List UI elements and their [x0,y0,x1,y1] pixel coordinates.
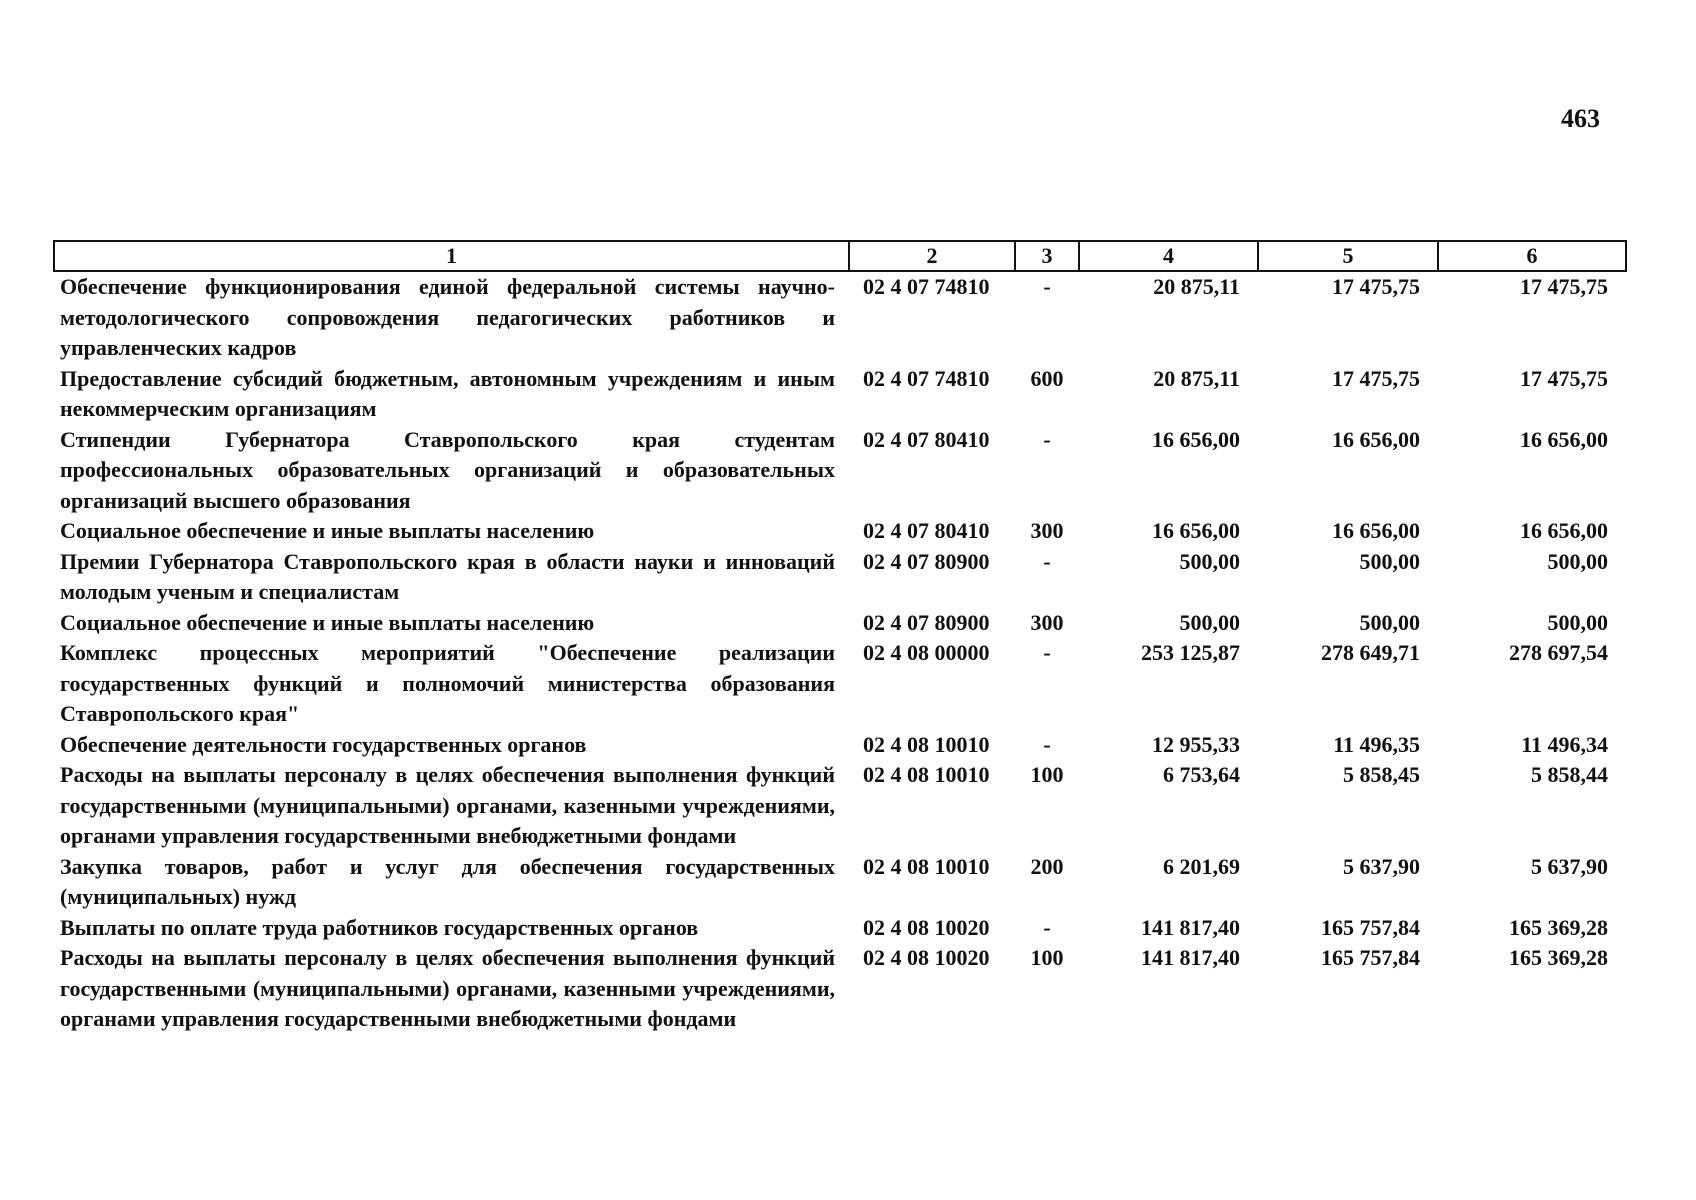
row-value-col5: 278 649,71 [1321,640,1420,665]
row-code-cell: 02 4 07 80900 [863,609,990,635]
table-header [54,241,1626,271]
row-expense-type-cell: - [1043,914,1051,940]
row-value-col5: 16 656,00 [1332,518,1420,543]
row-value-col6: 5 637,90 [1531,853,1608,879]
row-value-col4: 253 125,87 [1141,640,1240,665]
row-value-col5: 500,00 [1359,548,1420,574]
table-row [54,943,1626,1035]
column-header: 6 [1438,241,1626,271]
row-code-cell: 02 4 07 80410 [863,426,990,452]
table-row [54,271,1626,364]
row-value-col4: 20 875,11 [1153,365,1240,391]
row-name-cell: Расходы на выплаты персоналу в целях обеспечения выполнения функций государственными (муниципальными) органами, казенными учреждениями, органами управления государственными внебюджетными фондами [60,945,835,1031]
row-value-col6: 17 475,75 [1520,274,1608,299]
row-value-col6: 5 858,44 [1531,762,1608,787]
row-value-col5: 165 757,84 [1321,914,1420,940]
row-name-cell: Премии Губернатора Ставропольского края в области науки и инноваций молодым ученым и специалистам [60,548,835,604]
row-expense-type-cell: 600 [1030,365,1064,391]
row-expense-type-cell: 300 [1030,518,1064,543]
row-expense-type-cell: - [1043,274,1051,299]
row-value-col4: 16 656,00 [1152,426,1240,452]
row-expense-type-cell: - [1043,426,1051,452]
column-header: 5 [1258,241,1438,271]
row-expense-type-cell: - [1043,640,1051,665]
row-name-cell: Социальное обеспечение и иные выплаты населению [60,518,595,543]
row-code-cell: 02 4 08 10010 [863,762,990,787]
table-row [54,425,1626,517]
row-value-col5: 5 637,90 [1343,853,1420,879]
row-value-col4: 141 817,40 [1141,914,1240,940]
table-row [54,547,1626,608]
row-expense-type-cell: 300 [1030,609,1064,635]
row-expense-type-cell: 200 [1030,853,1064,879]
budget-table [53,240,1627,1035]
row-value-col4: 6 201,69 [1163,853,1240,879]
row-code-cell: 02 4 08 10020 [863,914,990,940]
row-value-col5: 17 475,75 [1332,365,1420,391]
row-value-col5: 11 496,35 [1333,731,1420,757]
table-row [54,608,1626,639]
row-value-col4: 141 817,40 [1141,945,1240,970]
table-row [54,638,1626,730]
row-name-cell: Предоставление субсидий бюджетным, автономным учреждениям и иным некоммерческим организациям [60,365,835,421]
row-value-col5: 500,00 [1359,609,1420,635]
table-body [54,271,1626,1035]
row-value-col5: 165 757,84 [1321,945,1420,970]
column-header: 1 [54,241,849,271]
row-value-col6: 16 656,00 [1520,518,1608,543]
row-value-col4: 6 753,64 [1163,762,1240,787]
table-row [54,730,1626,761]
row-value-col6: 165 369,28 [1509,914,1608,940]
row-name-cell: Выплаты по оплате труда работников государственных органов [60,914,699,940]
row-expense-type-cell: - [1043,548,1051,574]
row-name-cell: Стипендии Губернатора Ставропольского края студентам профессиональных образовательных организаций и образовательных организаций высшего образования [60,426,835,513]
table-row [54,852,1626,913]
row-expense-type-cell: 100 [1030,945,1064,970]
row-value-col4: 500,00 [1179,609,1240,635]
row-name-cell: Социальное обеспечение и иные выплаты населению [60,609,595,635]
row-value-col6: 278 697,54 [1509,640,1608,665]
row-value-col6: 500,00 [1547,548,1608,574]
row-value-col4: 12 955,33 [1152,731,1240,757]
header-row [54,241,1626,271]
row-name-cell: Обеспечение деятельности государственных органов [60,731,587,757]
row-code-cell: 02 4 08 10010 [863,853,990,879]
row-value-col6: 165 369,28 [1509,945,1608,970]
row-name-cell: Расходы на выплаты персоналу в целях обеспечения выполнения функций государственными (муниципальными) органами, казенными учреждениями, органами управления государственными внебюджетными фондами [60,762,835,848]
table-row [54,364,1626,425]
row-name-cell: Закупка товаров, работ и услуг для обеспечения государственных (муниципальных) нужд [60,853,835,909]
row-value-col5: 16 656,00 [1332,426,1420,452]
table-row [54,913,1626,944]
row-code-cell: 02 4 08 00000 [863,640,990,665]
table-row [54,516,1626,547]
row-code-cell: 02 4 08 10020 [863,945,990,970]
column-header: 4 [1079,241,1258,271]
row-code-cell: 02 4 07 80900 [863,548,990,574]
row-value-col6: 500,00 [1547,609,1608,635]
row-code-cell: 02 4 07 74810 [863,365,990,391]
row-value-col6: 11 496,34 [1521,731,1608,757]
row-expense-type-cell: 100 [1030,762,1064,787]
row-value-col4: 16 656,00 [1152,518,1240,543]
row-name-cell: Обеспечение функционирования единой федеральной системы научно-методологического сопровождения педагогических работников и управленческих кадров [60,274,835,360]
row-expense-type-cell: - [1043,731,1051,757]
column-header: 2 [849,241,1015,271]
row-value-col5: 17 475,75 [1332,274,1420,299]
page-number: 463 [1561,104,1600,133]
row-value-col4: 20 875,11 [1153,274,1240,299]
row-value-col6: 17 475,75 [1520,365,1608,391]
column-header: 3 [1015,241,1079,271]
row-code-cell: 02 4 08 10010 [863,731,990,757]
row-name-cell: Комплекс процессных мероприятий "Обеспечение реализации государственных функций и полномочий министерства образования Ставропольского края" [60,640,835,726]
row-value-col4: 500,00 [1179,548,1240,574]
row-value-col6: 16 656,00 [1520,426,1608,452]
row-code-cell: 02 4 07 74810 [863,274,990,299]
row-value-col5: 5 858,45 [1343,762,1420,787]
row-code-cell: 02 4 07 80410 [863,518,990,543]
table-row [54,760,1626,852]
